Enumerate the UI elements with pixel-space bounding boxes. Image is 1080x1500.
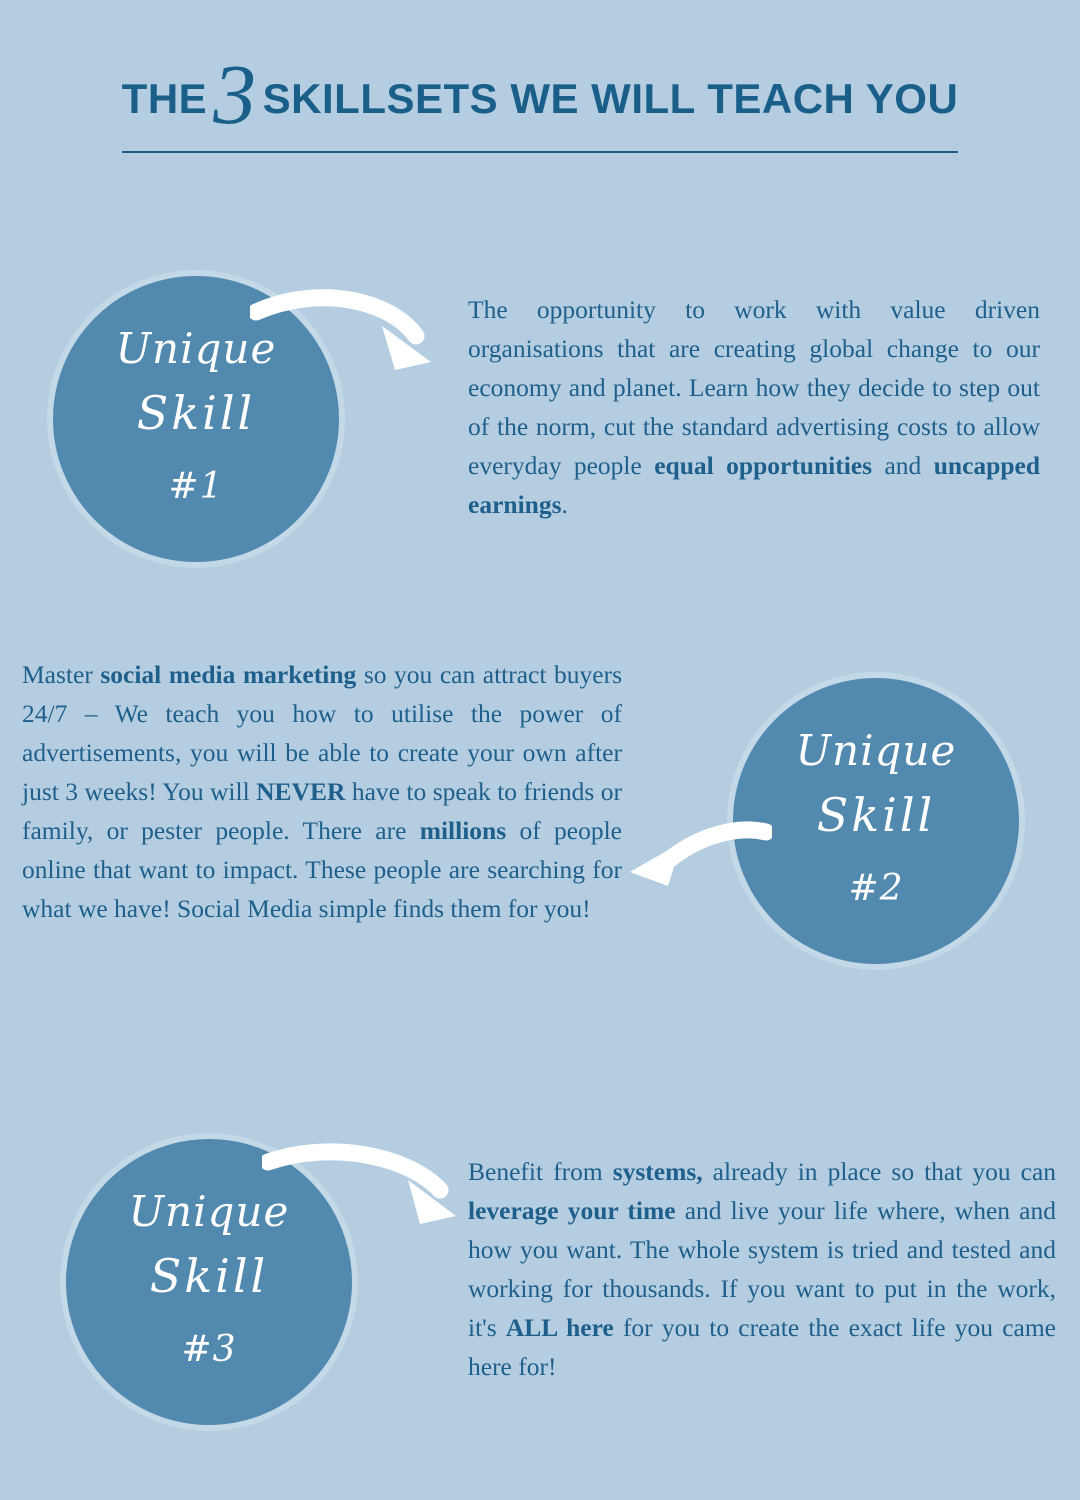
body-text: of people online that want to impact. These people are searching for what we have! Social Media simple finds them for you! xyxy=(22,816,622,923)
emphasis-text: equal opportunities xyxy=(654,451,873,480)
emphasis-text: millions xyxy=(419,816,507,845)
skill-badge-1 xyxy=(47,270,345,568)
body-text: The opportunity to work with value driven organisations that are creating global change to our economy and planet. Learn how they decide to step out of the norm, cut the standard advertising costs to allow everyday people xyxy=(468,295,1040,480)
badge-line2: Skill xyxy=(816,788,936,842)
skill-paragraph-2 xyxy=(22,655,622,928)
title-prefix: THE xyxy=(121,75,208,122)
badge-line2: Skill xyxy=(149,1249,269,1303)
body-text: have to speak to friends or family, or pester people. There are xyxy=(22,777,622,845)
body-text: for you to create the exact life you came here for! xyxy=(468,1313,1057,1381)
emphasis-text: ALL here xyxy=(505,1313,614,1342)
header-divider xyxy=(122,151,958,153)
page-title xyxy=(121,46,959,142)
emphasis-text: leverage your time xyxy=(468,1196,676,1225)
emphasis-text: systems, xyxy=(612,1157,703,1186)
body-text: . xyxy=(561,490,568,519)
emphasis-text: NEVER xyxy=(256,777,346,806)
emphasis-text: social media marketing xyxy=(100,660,357,689)
body-text: and live your life where, when and how you want. The whole system is tried and tested and working for thousands. If you want to put in the work, it's xyxy=(468,1196,1056,1342)
body-text: already in place so that you can xyxy=(702,1157,1057,1186)
body-text: so you can attract buyers 24/7 – We teach you how to utilise the power of advertisements, you will be able to create your own after just 3 weeks! You will xyxy=(22,660,622,806)
badge-number: #1 xyxy=(168,466,224,507)
badge-line1: Unique xyxy=(115,324,277,373)
badge-line1: Unique xyxy=(795,726,957,775)
skill-badge-2 xyxy=(727,672,1025,970)
body-text: Master xyxy=(22,660,101,689)
body-text: and xyxy=(872,451,934,480)
body-text: Benefit from xyxy=(468,1157,613,1186)
skill-paragraph-3 xyxy=(468,1152,1056,1386)
badge-number: #2 xyxy=(848,868,904,909)
badge-line1: Unique xyxy=(128,1187,290,1236)
emphasis-text: uncapped earnings xyxy=(468,451,1040,519)
title-number: 3 xyxy=(213,46,257,142)
badge-number: #3 xyxy=(181,1329,237,1370)
page-header xyxy=(0,46,1080,153)
badge-line2: Skill xyxy=(136,386,256,440)
skill-paragraph-1 xyxy=(468,290,1040,524)
title-suffix: SKILLSETS WE WILL TEACH YOU xyxy=(262,75,959,122)
skill-badge-3 xyxy=(60,1133,358,1431)
